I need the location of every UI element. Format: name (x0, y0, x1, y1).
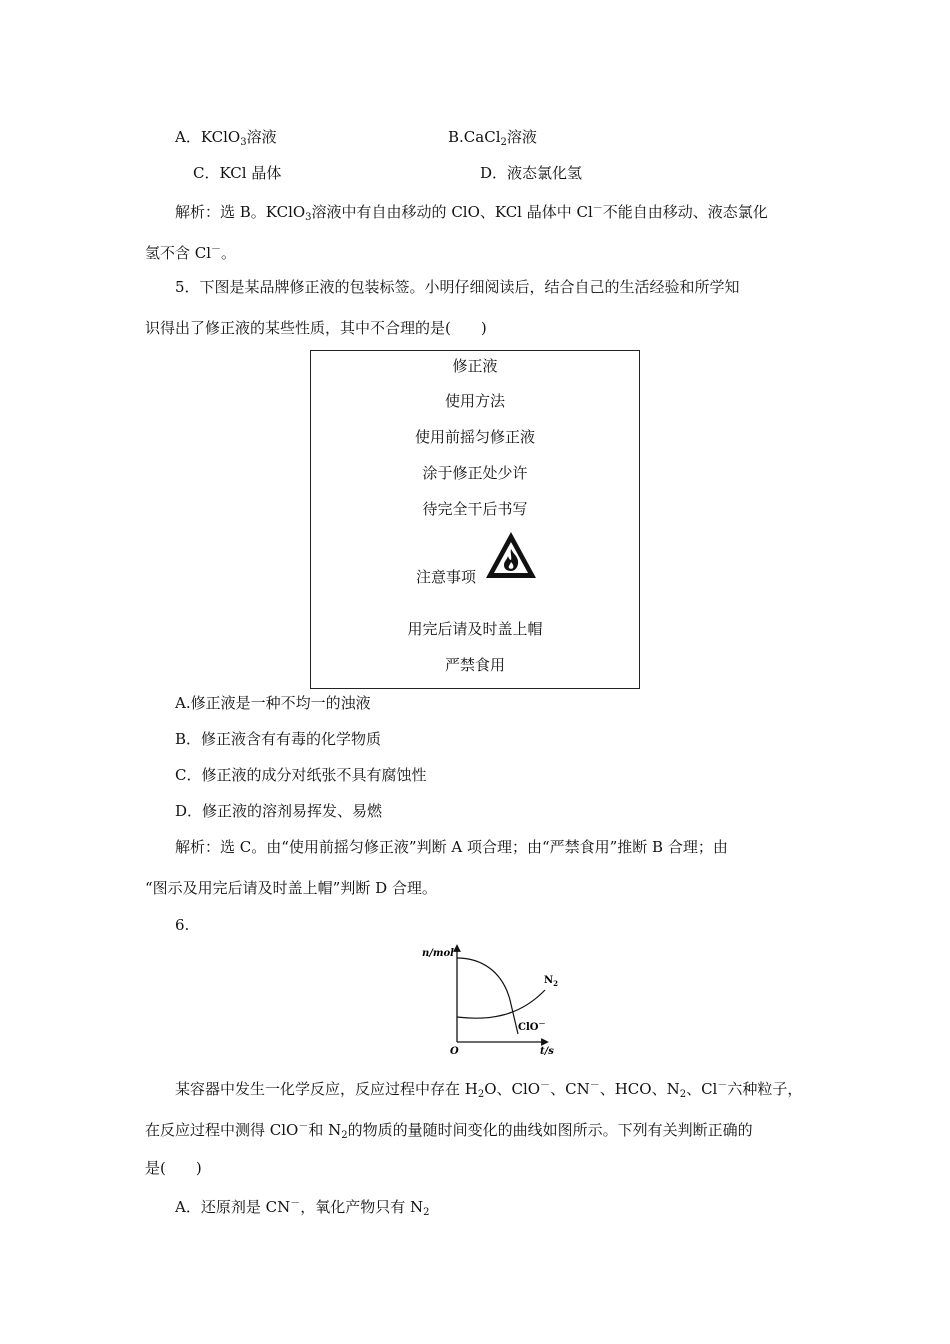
q5-option-c: C．修正液的成分对纸张不具有腐蚀性 (175, 766, 427, 784)
label-usage-step3: 待完全干后书写 (422, 500, 528, 518)
y-axis-label: n/mol (422, 948, 454, 959)
q5-option-d: D．修正液的溶剂易挥发、易燃 (175, 802, 383, 820)
q6-stem-line2: 在反应过程中测得 ClO－和 $N_2$的物质的量随时间变化的曲线如图所示。下列有关判断正确的 (145, 1121, 753, 1141)
x-axis-label: t/s (540, 1046, 554, 1056)
q5-option-b: B．修正液含有有毒的化学物质 (175, 730, 382, 748)
q5-stem-line2: 识得出了修正液的某些性质，其中不合理的是( ) (145, 319, 487, 337)
label-caution-no-eating: 严禁食用 (444, 656, 505, 674)
option-d: D．液态氯化氢 (480, 164, 583, 182)
option-c: C．KCl 晶体 (193, 164, 282, 182)
correction-fluid-label (310, 350, 640, 689)
clo-curve (457, 958, 518, 1034)
q6-stem-line3: 是( ) (145, 1159, 202, 1177)
q5-stem-line1: 5．下图是某品牌修正液的包装标签。小明仔细阅读后，结合自己的生活经验和所学知 (175, 278, 740, 296)
q6-stem-line1: 某容器中发生一化学反应，反应过程中存在 $H_2O$、ClO－、CN－、HCO、$N_2$、Cl－六种粒子， (175, 1080, 803, 1100)
label-caution-cap: 用完后请及时盖上帽 (407, 620, 543, 638)
flammable-warning-icon (483, 529, 539, 581)
label-title: 修正液 (452, 357, 498, 375)
option-b: B.CaCl$_2$溶液 (448, 128, 537, 148)
analysis-q4-line1: 解析：选 B。KClO$_3$溶液中有自由移动的 ClO、KCl 晶体中 Cl－不能自由移动、液态氯化 (175, 203, 768, 223)
option-a: A．KClO$_3$溶液 (175, 128, 277, 148)
q5-option-a: A.修正液是一种不均一的浊液 (175, 694, 371, 712)
label-usage-step2: 涂于修正处少许 (422, 464, 528, 482)
q6-number: 6. (175, 916, 190, 934)
n2-curve-label: $N_2$ (544, 975, 559, 988)
label-usage-step1: 使用前摇匀修正液 (414, 428, 535, 446)
q6-graph (420, 938, 570, 1056)
analysis-q5-line2: “图示及用完后请及时盖上帽”判断 D 合理。 (145, 879, 437, 897)
n2-curve (457, 990, 545, 1018)
origin-label: O (450, 1046, 459, 1056)
label-caution-heading: 注意事项 (416, 568, 477, 586)
analysis-q4-line2: 氢不含 Cl－。 (145, 244, 237, 262)
label-usage-heading: 使用方法 (444, 392, 505, 410)
analysis-q5-line1: 解析：选 C。由“使用前摇匀修正液”判断 A 项合理；由“严禁食用”推断 B 合理；由 (175, 838, 728, 856)
clo-curve-label: ClO－ (518, 1019, 546, 1033)
q6-option-a: A．还原剂是 CN－，氧化产物只有 $N_2$ (175, 1198, 430, 1218)
